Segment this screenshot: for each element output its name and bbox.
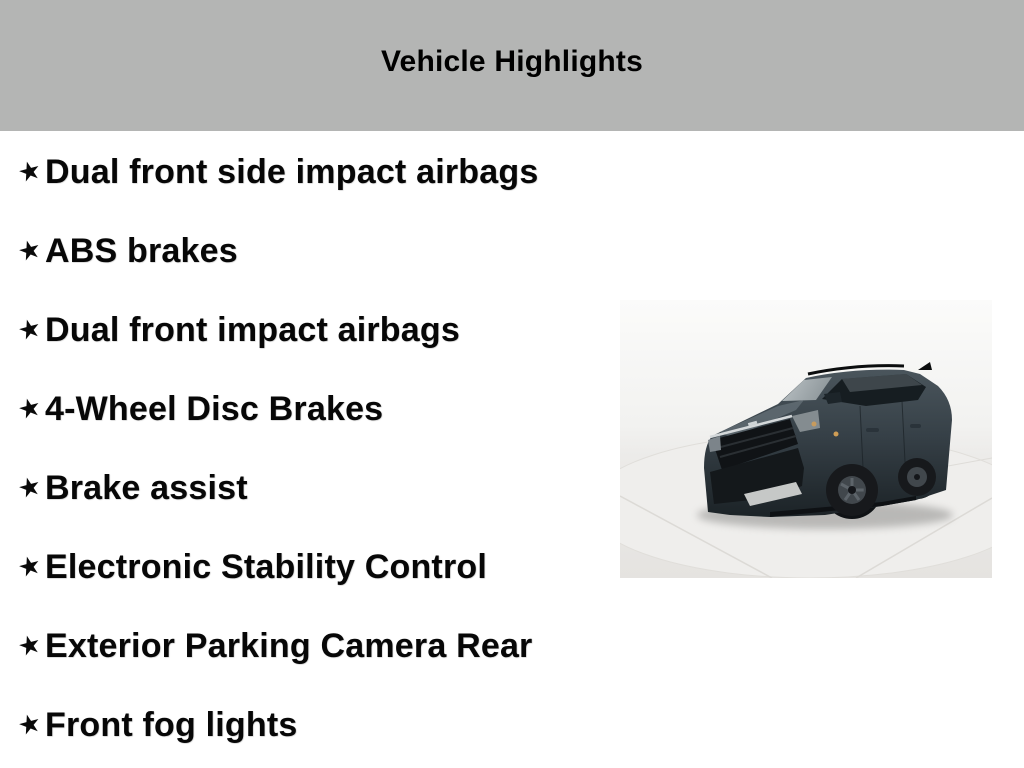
header-banner: [0, 0, 1024, 131]
highlight-label: 4-Wheel Disc Brakes: [45, 390, 384, 428]
star-icon: ★: [14, 706, 45, 742]
star-icon: ★: [14, 153, 45, 189]
vehicle-photo: [620, 300, 992, 578]
highlight-label: Dual front impact airbags: [45, 311, 460, 349]
highlight-item: [0, 686, 620, 765]
highlight-item: [0, 291, 620, 370]
highlight-label: Front fog lights: [45, 706, 298, 744]
highlight-label: Dual front side impact airbags: [45, 153, 539, 191]
highlight-item: [0, 528, 620, 607]
star-icon: ★: [14, 311, 45, 347]
highlights-list: [0, 133, 620, 765]
star-icon: ★: [14, 232, 45, 268]
highlight-item: [0, 449, 620, 528]
door-handle: [910, 424, 921, 428]
page-title: Vehicle Highlights: [381, 45, 643, 78]
star-icon: ★: [14, 390, 45, 426]
highlight-label: Exterior Parking Camera Rear: [45, 627, 533, 665]
star-icon: ★: [14, 627, 45, 663]
rear-wheel: [898, 458, 936, 496]
highlight-label: ABS brakes: [45, 232, 238, 270]
door-handle: [866, 428, 879, 432]
headlight-amber-dot: [812, 422, 817, 427]
highlight-item: [0, 133, 620, 212]
front-wheel: [826, 464, 878, 516]
star-icon: ★: [14, 469, 45, 505]
highlight-item: [0, 212, 620, 291]
highlight-item: [0, 607, 620, 686]
highlight-item: [0, 370, 620, 449]
highlight-label: Electronic Stability Control: [45, 548, 487, 586]
side-marker: [834, 432, 839, 437]
highlight-label: Brake assist: [45, 469, 248, 507]
suv-illustration: [620, 300, 992, 578]
star-icon: ★: [14, 548, 45, 584]
